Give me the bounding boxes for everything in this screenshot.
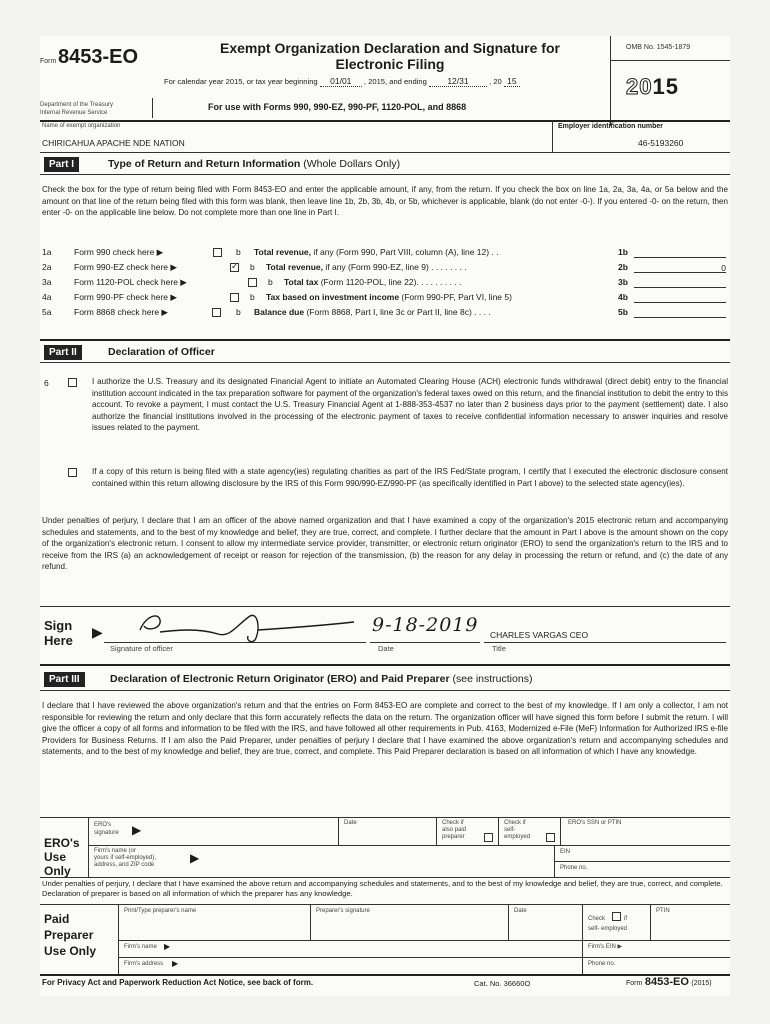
form-1120pol-checkbox[interactable]	[248, 278, 257, 287]
line-description	[284, 277, 461, 287]
line-ref: 4b	[618, 292, 628, 302]
part1-title-main: Type of Return and Return Information	[108, 158, 301, 170]
ero-ein-label: EIN	[560, 849, 571, 855]
preparer-top-rule	[40, 904, 730, 905]
ero-check-self-1: Check if	[504, 820, 526, 826]
line-form-label: Form 990 check here ▶	[74, 247, 164, 257]
form-page	[40, 36, 730, 996]
preparer-self-employed-label: self- employed	[588, 926, 628, 932]
line-form-label: Form 990-PF check here ▶	[74, 292, 177, 302]
title-line	[484, 642, 726, 643]
ero-side-label-3: Only	[44, 864, 71, 878]
catalog-number: Cat. No. 36660O	[474, 979, 531, 988]
preparer-ptin-label: PTIN	[656, 908, 670, 914]
ero-self-divider	[498, 817, 499, 845]
org-name[interactable]: CHIRICAHUA APACHE NDE NATION	[42, 138, 185, 148]
line-1b-amount[interactable]	[634, 248, 726, 258]
preparer-sig-label: Preparer's signature	[316, 908, 370, 914]
officer-signature[interactable]	[118, 606, 358, 646]
state-filing-text: If a copy of this return is being filed with a state agency(ies) regulating charities as part of the IRS Fed/State program, I certify that I executed the electronic disclosure consent contained within this return allowing disclosure by the IRS of this Form 990/990-EZ/990-PF (as specifically identified in Part I above) to the selected state agency(ies).	[92, 467, 728, 488]
line-ref: 1b	[618, 247, 628, 257]
year-outline: 20	[626, 74, 653, 99]
line-b-label: b	[250, 262, 255, 272]
firm-name-label: Firm's name	[124, 944, 157, 950]
footer-form-year: (2015)	[691, 980, 712, 987]
line-ref: 2b	[618, 262, 628, 272]
form-990-checkbox[interactable]	[213, 248, 222, 257]
org-name-label: Name of exempt organization	[42, 123, 121, 129]
tax-year-row	[164, 76, 520, 87]
ero-ssn-label: ERO's SSN or PTIN	[568, 820, 622, 826]
part1-rule	[40, 174, 730, 175]
firm-addr-rule	[118, 957, 730, 958]
form-number: 8453-EO	[58, 46, 139, 68]
line-b-label: b	[250, 292, 255, 302]
part3-tag: Part III	[44, 672, 85, 687]
use-with-forms: For use with Forms 990, 990-EZ, 990-PF, 1120-POL, and 8868	[208, 102, 467, 112]
footer-form-number: 8453-EO	[644, 976, 689, 988]
signature-line	[104, 642, 366, 643]
preparer-mid-rule	[118, 940, 730, 941]
ero-declaration-text: I declare that I have reviewed the above organization's return and that the entries on Form 8453-EO are complete and correct to the best of my knowledge. If I am only a collector, I am not responsible for reviewing the return and only declare that this form accurately reflects the data on the return. The organization officer will have signed this form before I submit the return. I will give the officer a copy of all forms and information to be filed with the IRS, and have followed all other requirements in Pub. 4163, Modernized e-File (MeF) Information for Authorized IRS e-file Providers for Business Returns. If I am also the Paid Preparer, under penalties of perjury I declare that I have examined the above organization's return and accompanying schedules and statements, and to the best of my knowledge and belief, they are true, correct, and complete. This Paid Preparer declaration is based on all information of which I have any knowledge.	[42, 701, 728, 757]
line-number: 1a	[42, 247, 52, 257]
line-form-label: Form 1120-POL check here ▶	[74, 277, 187, 287]
ero-self-employed-checkbox[interactable]	[546, 833, 555, 842]
part2-rule	[40, 362, 730, 363]
firm-address-label: Firm's address	[124, 961, 164, 967]
part3-title-suffix: (see instructions)	[452, 673, 533, 685]
preparer-side-divider	[118, 904, 119, 974]
tax-year-badge	[626, 74, 679, 100]
ero-top-rule	[40, 817, 730, 818]
ein-value[interactable]: 46-5193260	[638, 138, 684, 148]
line-description	[266, 262, 467, 272]
part2-top-rule	[40, 339, 730, 341]
part1-tag: Part I	[44, 157, 79, 172]
ero-bottom-rule	[40, 877, 730, 878]
line-number: 2a	[42, 262, 52, 272]
preparer-check-divider	[582, 904, 583, 940]
part3-top-rule	[40, 664, 730, 666]
org-bottom-rule	[40, 152, 730, 153]
ero-check-self-3: employed	[504, 834, 531, 840]
firm-name-arrow-icon: ▶	[164, 942, 171, 951]
org-divider	[552, 120, 553, 152]
ero-side-label-2: Use	[44, 850, 67, 864]
officer-perjury-statement: Under penalties of perjury, I declare that I am an officer of the above named organization and that I have examined a copy of the organization's 2015 electronic return and accompanying schedules and statements, and to the best of my knowledge and belief, they are true, correct, and complete. I further declare that the amount in Part I above is the amount shown on the copy of the organization's electronic return. I consent to allow my intermediate service provider, transmitter, or electronic return originator (ERO) to send the organization's return to the IRS and to receive from the IRS (a) an acknowledgement of receipt or reason for rejection of the transmission, (b) the reason for any delay in processing the return or refund, and (c) the date of any refund.	[42, 516, 728, 572]
form-title-line1: Exempt Organization Declaration and Signature for	[220, 40, 560, 56]
ero-firm-label-2: yours if self-employed),	[94, 855, 157, 861]
state-filing-checkbox[interactable]	[68, 468, 77, 477]
line-description	[254, 247, 499, 257]
line-desc-bold: Balance due	[254, 307, 305, 317]
ero-sig-label-2: signature	[94, 830, 119, 836]
line-desc-bold: Total revenue,	[254, 247, 311, 257]
signature-label: Signature of officer	[110, 644, 173, 653]
paid-label-1: Paid	[44, 912, 70, 926]
privacy-notice: For Privacy Act and Paperwork Reduction Act Notice, see back of form.	[42, 978, 314, 987]
ero-firm-arrow-icon: ▶	[190, 851, 200, 865]
line-form-label: Form 990-EZ check here ▶	[74, 262, 177, 272]
line-b-label: b	[236, 307, 241, 317]
tax-year-end[interactable]: 12/31	[429, 76, 487, 87]
ero-side-divider	[88, 817, 89, 877]
ero-side-label-1: ERO's	[44, 836, 80, 850]
line-number: 4a	[42, 292, 52, 302]
ero-date-label: Date	[344, 820, 357, 826]
omb-rule	[610, 60, 730, 61]
preparer-name-label: Print/Type preparer's name	[124, 908, 197, 914]
header-bottom-rule	[40, 120, 730, 122]
ero-mid-rule	[88, 845, 730, 846]
part3-title-main: Declaration of Electronic Return Originator (ERO) and Paid Preparer	[110, 673, 450, 685]
part3-title	[110, 673, 532, 685]
ero-ein-rule	[554, 861, 730, 862]
form-990pf-checkbox[interactable]	[230, 293, 239, 302]
footer-form-id	[626, 976, 712, 988]
tax-year-begin[interactable]: 01/01	[320, 76, 362, 87]
date-label: Date	[378, 644, 394, 653]
ero-phone-label: Phone no.	[560, 865, 588, 871]
preparer-date-label: Date	[514, 908, 527, 914]
ero-ssn-divider	[560, 817, 561, 845]
line-number: 3a	[42, 277, 52, 287]
line-description	[254, 307, 491, 317]
officer-title[interactable]: CHARLES VARGAS CEO	[490, 630, 589, 640]
line-4b-amount[interactable]	[634, 293, 726, 303]
preparer-if-label: if	[624, 916, 627, 922]
part1-title-suffix: (Whole Dollars Only)	[303, 158, 401, 170]
line-description	[266, 292, 512, 302]
ero-firm-label-1: Firm's name (or	[94, 848, 136, 854]
signature-date[interactable]: 9-18-2019	[372, 614, 479, 636]
part2-title: Declaration of Officer	[108, 346, 215, 358]
ero-date-divider	[338, 817, 339, 845]
ach-authorization-text: I authorize the U.S. Treasury and its designated Financial Agent to initiate an Automated Clearing House (ACH) electronic funds withdrawal (direct debit) entry to the financial institution account indicated in the tax preparation software for payment of the organization's federal taxes owed on this return, and the financial institution to debit the entry to this account. To revoke a payment, I must contact the U.S. Treasury Financial Agent at 1-888-353-4537 no later than 2 business days prior to the payment (settlement) date. I also authorize the financial institutions involved in the processing of the electronic payment of taxes to receive confidential information necessary to answer inquiries and resolve issues related to the payment.	[92, 377, 728, 433]
firm-ein-label: Firm's EIN ▶	[588, 944, 623, 950]
ero-check-paid-3: preparer	[442, 834, 465, 840]
tax-year-mid: , 2015, and ending	[363, 77, 427, 86]
part2-tag: Part II	[44, 345, 82, 360]
header-divider	[610, 36, 611, 126]
preparer-self-employed-checkbox[interactable]	[612, 912, 621, 921]
date-line	[370, 642, 480, 643]
omb-number: OMB No. 1545-1879	[626, 44, 691, 51]
year-bold: 15	[652, 74, 679, 99]
paid-label-2: Preparer	[44, 928, 94, 942]
preparer-sig-divider	[310, 904, 311, 940]
tax-year-20: , 20	[489, 77, 502, 86]
firm-phone-label: Phone no.	[588, 961, 616, 967]
line6-number: 6	[44, 378, 49, 388]
line-desc-bold: Total tax	[284, 277, 319, 287]
ero-sig-arrow-icon: ▶	[132, 823, 142, 837]
preparer-ptin-divider	[650, 904, 651, 940]
part1-instructions: Check the box for the type of return being filed with Form 8453-EO and enter the applicable amount, if any, from the return. If you check the box on line 1a, 2a, 3a, 4a, or 5a below and the amount on that line of the return being filed with this form was blank, then leave line 1b, 2b, 3b, 4b, or 5b, whichever is applicable, blank (do not enter -0-). If you entered -0- on the return, then enter -0- on the applicable line below. Do not complete more than one line in Part I.	[42, 185, 728, 218]
line-ref: 5b	[618, 307, 628, 317]
line-desc-bold: Tax based on investment income	[266, 292, 400, 302]
line-5b-amount[interactable]	[634, 308, 726, 318]
dept-divider	[152, 98, 153, 118]
line-desc-rest: (Form 1120-POL, line 22). . . . . . . . . .	[318, 277, 462, 287]
preparer-date-divider	[508, 904, 509, 940]
line-desc-rest: (Form 8868, Part I, line 3c or Part II, line 8c) . . . .	[304, 307, 491, 317]
dept-treasury: Department of the Treasury	[40, 102, 114, 108]
ach-authorization-checkbox[interactable]	[68, 378, 77, 387]
ero-check-paid-1: Check if	[442, 820, 464, 826]
line-ref: 3b	[618, 277, 628, 287]
line-3b-amount[interactable]	[634, 278, 726, 288]
part3-rule	[40, 690, 730, 691]
footer-form-prefix: Form	[626, 980, 643, 987]
ero-sig-label-1: ERO's	[94, 822, 112, 828]
title-label: Title	[492, 644, 506, 653]
form-8868-checkbox[interactable]	[212, 308, 221, 317]
line-b-label: b	[268, 277, 273, 287]
preparer-check-label: Check	[588, 916, 606, 922]
dept-irs: Internal Revenue Service	[40, 110, 108, 116]
tax-year-text: For calendar year 2015, or tax year beginning	[164, 77, 318, 86]
ero-firm-label-3: address, and ZIP code	[94, 862, 155, 868]
line-form-label: Form 8868 check here ▶	[74, 307, 168, 317]
line-b-label: b	[236, 247, 241, 257]
sign-label: Sign	[44, 618, 73, 633]
ein-label: Employer identification number	[558, 123, 664, 130]
also-paid-preparer-checkbox[interactable]	[484, 833, 493, 842]
firm-address-arrow-icon: ▶	[172, 959, 179, 968]
here-label: Here	[44, 633, 73, 648]
line-number: 5a	[42, 307, 52, 317]
ero-check-divider	[436, 817, 437, 845]
line-desc-rest: if any (Form 990, Part VIII, column (A), line 12) . .	[311, 247, 499, 257]
sign-arrow-icon: ▶	[92, 624, 103, 640]
form-title-line2: Electronic Filing	[335, 56, 445, 72]
paid-label-3: Use Only	[44, 944, 97, 958]
ero-check-paid-2: also paid	[442, 827, 467, 833]
tax-year-end-year[interactable]: 15	[504, 76, 520, 87]
line-2b-amount[interactable]: 0	[634, 263, 726, 273]
line-desc-rest: if any (Form 990-EZ, line 9) . . . . . . . .	[323, 262, 467, 272]
line-desc-bold: Total revenue,	[266, 262, 323, 272]
form-prefix: Form	[40, 58, 57, 65]
part1-title	[108, 158, 400, 170]
line-desc-rest: (Form 990-PF, Part VI, line 5)	[399, 292, 512, 302]
ero-check-self-2: self-	[504, 827, 516, 833]
preparer-perjury-statement: Under penalties of perjury, I declare that I have examined the above return and accompanying schedules and statements, and to the best of my knowledge and belief, they are true, correct, and complete. Declaration of preparer is based on all information of which the preparer has any knowledge.	[42, 879, 723, 898]
form-990ez-checkbox[interactable]	[230, 263, 239, 272]
